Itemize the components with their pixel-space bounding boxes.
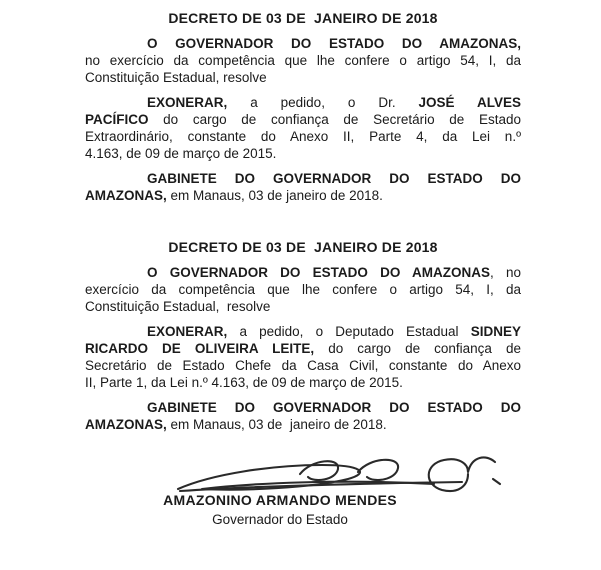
text-line [85,52,521,69]
decree-2-body [85,264,521,433]
decree-section-1 [85,10,521,204]
text-run: a pedido, o Dr. [227,95,419,110]
text-line [85,298,521,315]
decree-2-title: DECRETO DE 03 DE JANEIRO DE 2018 [168,239,438,255]
text-line [85,94,521,111]
bold-text-run: O GOVERNADOR DO ESTADO DO AMAZONAS, [147,36,521,51]
bold-text-run: AMAZONAS, [85,417,167,432]
bold-text-run: AMAZONAS, [85,188,167,203]
bold-text-run: SIDNEY [470,324,521,339]
decree-paragraph [85,35,521,86]
bold-text-run: JOSÉ ALVES [418,95,521,110]
text-line [85,187,521,204]
decree-1-title: DECRETO DE 03 DE JANEIRO DE 2018 [168,10,438,26]
text-line [85,35,521,52]
text-run: exercício da competência que lhe confere o artigo 54, I, da [85,282,521,297]
text-run: em Manaus, 03 de janeiro de 2018. [166,417,387,432]
text-line [85,128,521,145]
signature-stroke-dash [493,479,500,484]
bold-text-run: RICARDO DE OLIVEIRA LEITE, [85,341,315,356]
text-line [85,145,521,162]
signature-block [130,452,430,528]
text-run: Constituição Estadual, resolve [85,299,271,314]
signature-stroke-curl-2 [358,460,398,480]
text-run: Extraordinário, constante do Anexo II, Parte 4, da Lei n.º [85,129,521,144]
text-run: II, Parte 1, da Lei n.º 4.163, de 09 de março de 2015. [85,375,403,390]
text-line [85,69,521,86]
text-run: Secretário de Estado Chefe da Casa Civil, constante do Anexo [85,358,521,373]
text-run: a pedido, o Deputado Estadual [227,324,471,339]
text-line [85,281,521,298]
text-line [85,340,521,357]
decree-paragraph [85,94,521,162]
bold-text-run: GABINETE DO GOVERNADOR DO ESTADO DO [147,400,521,415]
bold-text-run: O GOVERNADOR DO ESTADO DO AMAZONAS [147,265,491,280]
text-line [85,323,521,340]
bold-text-run: EXONERAR, [147,324,228,339]
signatory-name: AMAZONINO ARMANDO MENDES [163,492,397,508]
signatory-role: Governador do Estado [212,512,348,527]
text-run: 4.163, de 09 de março de 2015. [85,146,277,161]
text-line [85,374,521,391]
text-run: no exercício da competência que lhe confere o artigo 54, I, da [85,53,521,68]
text-run: do cargo de confiança de Secretário de Estado [148,112,521,127]
decree-section-2 [85,239,521,433]
decree-paragraph [85,264,521,315]
bold-text-run: GABINETE DO GOVERNADOR DO ESTADO DO [147,171,521,186]
decree-1-body [85,35,521,204]
text-line [85,111,521,128]
text-line [85,416,521,433]
bold-text-run: EXONERAR, [147,95,228,110]
text-line [85,399,521,416]
text-line [85,170,521,187]
text-run: , no [490,265,521,280]
text-run: em Manaus, 03 de janeiro de 2018. [166,188,383,203]
decree-paragraph [85,323,521,391]
text-line [85,357,521,374]
text-run: do cargo de confiança de [314,341,521,356]
signature-stroke-loop [429,457,495,491]
decree-paragraph [85,170,521,204]
bold-text-run: PACÍFICO [85,112,149,127]
decree-paragraph [85,399,521,433]
text-line [85,264,521,281]
text-run: Constituição Estadual, resolve [85,70,267,85]
handwritten-signature-scribble [162,452,502,504]
